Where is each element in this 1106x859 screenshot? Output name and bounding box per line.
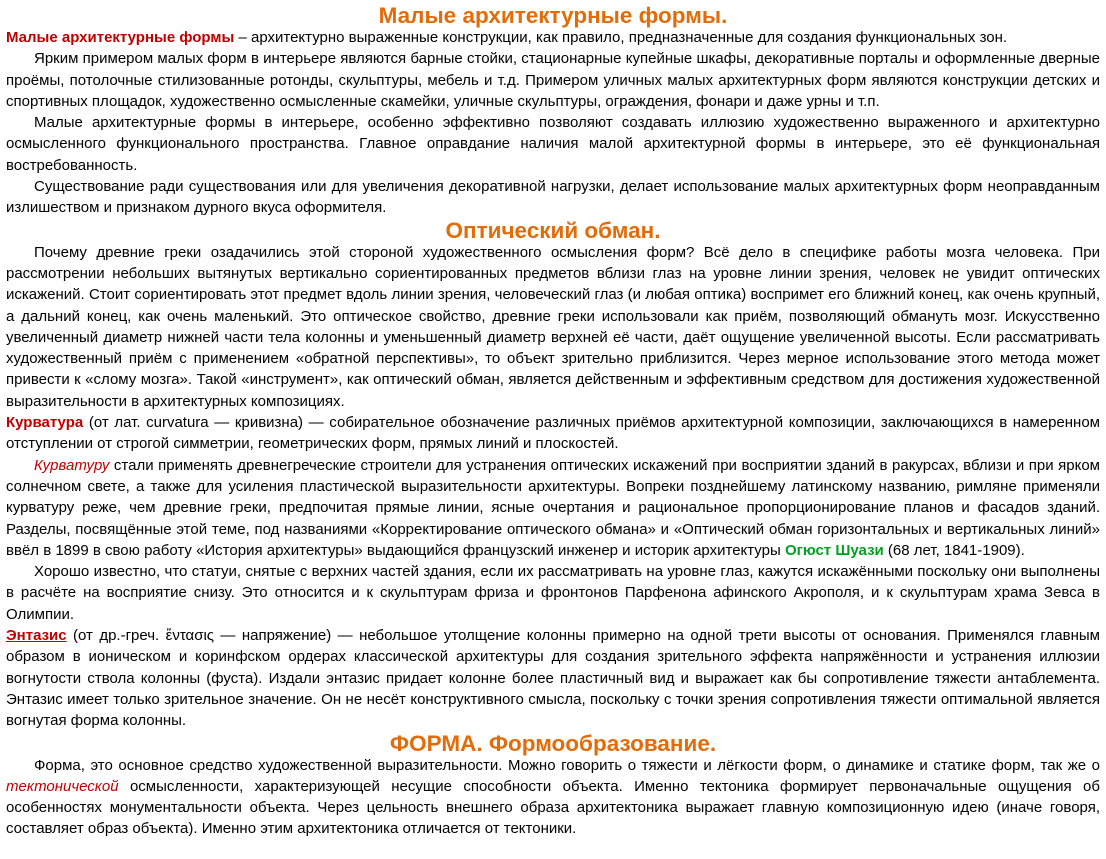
definition-paragraph xyxy=(6,625,1100,731)
term-curvature-italic: Курватуру xyxy=(34,456,110,474)
term-entasis-link[interactable]: Энтазис xyxy=(6,627,67,645)
definition-text: (от др.-греч. ἔντασις — напряжение) — небольшое утолщение колонны примерно на одной трети высоты от основания. Применялся главным образом в ионическом и коринфском ордерах классической архитектуры для создания зрительного эффекта напряжённости и устранения иллюзии вогнутости ствола колонны (фуста). Издали энтазис придает колонне более пластичный вид и выражает как бы сопротивление тяжести антаблемента. Энтазис имеет только зрительное значение. Он не несёт конструктивного смысла, поскольку с точки зрения сопротивления тяжести оптимальной является вогнутая форма колонны. xyxy=(6,627,1100,730)
term-tectonic: тектонической xyxy=(6,777,119,795)
section-heading-optical-illusion: Оптический обман. xyxy=(445,217,661,243)
paragraph-text: осмысленности, характеризующей несущие способности объекта. Именно тектоника формирует первоначальные ощущения об особенностях монументальности объекта. Через цельность внешнего образа архитектоника выражает главную композиционную идею (иначе говоря, составляет образ объекта). Именно этим архитектоника отличается от тектоники. xyxy=(6,777,1100,838)
paragraph: Хорошо известно, что статуи, снятые с верхних частей здания, если их рассматривать на уровне глаз, кажутся искажёнными поскольку они выполнены в расчёте на восприятие снизу. Это относится и к скульптурам фриза и фронтонов Парфенона афинского Акрополя, и к скульптурам храма Зевса в Олимпии. xyxy=(6,563,1100,623)
definition-paragraph xyxy=(6,412,1100,455)
term-small-architectural-forms: Малые архитектурные формы xyxy=(6,29,235,46)
paragraph-text: стали применять древнегреческие строители для устранения оптических искажений при восприятии зданий в ракурсах, вблизи и при ярком солнечном свете, а также для усиления пластической выразительности архитектуры. Вопреки позднейшему латинскому названию, римляне применяли курватуру реже, чем древние греки, предпочитая прямые линии, ясные очертания и рациональное пропорционирование планов и фасадов зданий. Разделы, посвящённые этой теме, под названиями «Корректирование оптического обмана» и «Оптический обман горизонтальных и вертикальных линий» ввёл в 1899 в свою работу «История архитектуры» выдающийся французский инженер и историк архитектуры xyxy=(6,456,1100,559)
paragraph: Почему древние греки озадачились этой стороной художественного осмысления форм? Всё дело в специфике работы мозга человека. При рассмотрении небольших вытянутых вертикально сориентированных предметов вблизи глаз на уровне линии зрения, человек не увидит оптических искажений. Стоит сориентировать этот предмет вдоль линии зрения, человеческий глаз (и любая оптика) воспримет его ближний конец, как очень крупный, а дальний конец, как очень маленький. Это оптическое свойство, древние греки использовали как приём, позволяющий обмануть мозг. Искусственно увеличенный диаметр нижней части тела колонны и уменьшенный диаметр верхней её части, даёт ощущение увеличенной высоты. Если рассматривать художественный приём с применением «обратной перспективы», то объект зрительно приблизится. Через мерное использование этого метода может привести к «слому мозга». Такой «инструмент», как оптический обман, является действенным и эффективным средством для достижения художественной выразительности в архитектурных композициях. xyxy=(6,243,1100,410)
paragraph: Ярким примером малых форм в интерьере являются барные стойки, стационарные купейные шкафы, декоративные порталы и оформленные дверные проёмы, потолочные стилизованные ротонды, скульптуры, мебель и т.д. Примером уличных малых архитектурных форм являются конструкции детских и спортивных площадок, художественно осмысленные скамейки, уличные скульптуры, ограждения, фонари и даже урны и т.п. xyxy=(6,50,1100,110)
definition-paragraph xyxy=(6,27,1100,48)
paragraph-text: Форма, это основное средство художественной выразительности. Можно говорить о тяжести и лёгкости форм, о динамике и статике форм, так же о xyxy=(34,756,1100,774)
paragraph: Малые архитектурные формы в интерьере, особенно эффективно позволяют создавать иллюзию художественно выраженного и архитектурно осмысленного функционального пространства. Главное оправдание наличия малой архитектурной формы в интерьере, это её функциональная востребованность. xyxy=(6,114,1100,174)
paragraph-text: (68 лет, 1841-1909). xyxy=(883,541,1025,559)
paragraph xyxy=(6,755,1100,840)
definition-text: – архитектурно выраженные конструкции, как правило, предназначенные для создания функциональных зон. xyxy=(234,29,1008,46)
section-heading-form: ФОРМА. Формообразование. xyxy=(389,730,717,756)
section-heading-small-forms: Малые архитектурные формы. xyxy=(378,3,728,28)
paragraph: Существование ради существования или для увеличения декоративной нагрузки, делает использование малых архитектурных форм неоправданным излишеством и признаком дурного вкуса оформителя. xyxy=(6,178,1100,217)
definition-text: (от лат. curvatura — кривизна) — собирательное обозначение различных приёмов архитектурной композиции, заключающихся в намеренном отступлении от строгой симметрии, геометрических форм, прямых линий и плоскостей. xyxy=(6,414,1100,453)
paragraph xyxy=(6,455,1100,561)
term-curvature: Курватура xyxy=(6,414,84,432)
person-name-choisy: Огюст Шуази xyxy=(784,541,884,559)
